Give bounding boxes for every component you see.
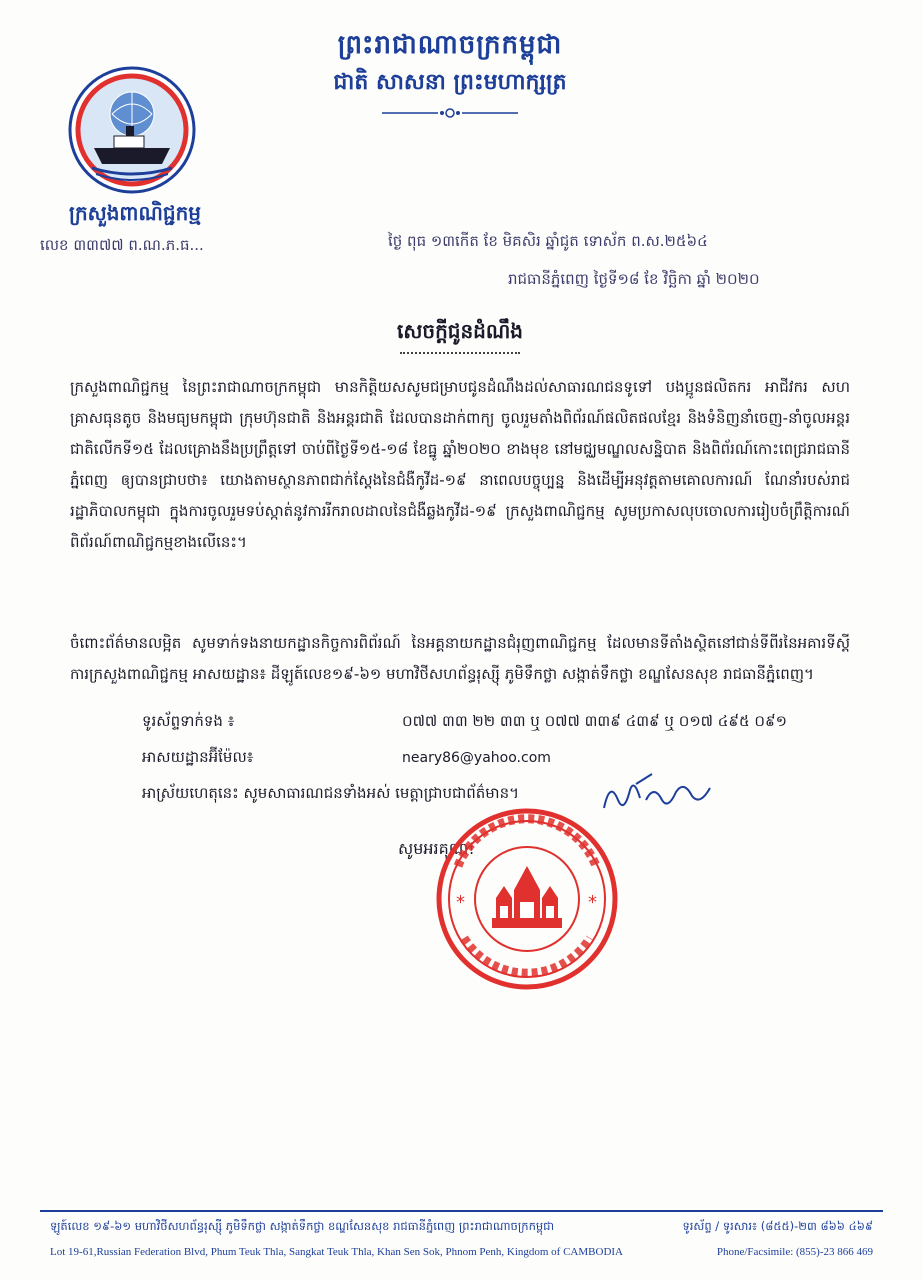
ministry-seal-icon <box>434 806 620 992</box>
footer-rule <box>40 1210 883 1212</box>
thanks-text: សូមអរគុណ! <box>398 839 475 858</box>
paragraph-2: ចំពោះព័ត៌មានលម្អិត សូមទាក់ទងនាយកដ្ឋានកិច្ចការពិព័រណ៍ នៃអគ្គនាយកដ្ឋានជំរុញពាណិជ្ជកម្ម ដែលមានទីតាំងស្ថិតនៅជាន់ទីពីរនៃអគារទីស្តីការក្រសួងពាណិជ្ជកម្ម អាសយដ្ឋាន៖ ដីឡូត៍លេខ១៩-៦១ មហាវិថីសហព័ន្ធរុស្ស៊ី ភូមិទឹកថ្លា សង្កាត់ទឹកថ្លា ខណ្ឌសែនសុខ រាជធានីភ្នំពេញ។ <box>70 634 850 683</box>
header-ornament-icon <box>380 106 520 120</box>
phone-value: ០៧៧ ៣៣ ២២ ៣៣ ឬ ០៧៧ ៣៣៩ ៤៣៩ ឬ ០១៧ ៤៩៥ ០៩១ <box>402 712 787 730</box>
footer-phone-km: ទូរស័ព្ទ / ទូរសារ៖ (៨៥៥)-២៣ ៨៦៦ ៤៦៩ <box>682 1219 873 1233</box>
ministry-name: ក្រសួងពាណិជ្ជកម្ម <box>69 201 201 225</box>
title-underline <box>400 350 520 354</box>
phone-row <box>142 712 787 734</box>
footer-phone-en: Phone/Facsimile: (855)-23 866 469 <box>716 1246 873 1258</box>
date-lunar: ថ្ងៃ ពុធ ១៣កើត ខែ មិគសិរ ឆ្នាំជូត ទោស័ក ព.ស.២៥៦៤ <box>388 232 708 250</box>
footer-address-english <box>50 1246 873 1258</box>
date-solar: រាជធានីភ្នំពេញ ថ្ងៃទី១៨ ខែ វិច្ឆិកា ឆ្នាំ ២០២០ <box>508 270 760 288</box>
email-row <box>142 748 551 770</box>
ministry-logo-icon <box>66 64 198 196</box>
document-title: សេចក្តីជូនដំណឹង <box>397 319 523 343</box>
footer-address-km: ឡូត៍លេខ ១៩-៦១ មហាវិថីសហព័ន្ធរុស្ស៊ី ភូមិទឹកថ្លា សង្កាត់ទឹកថ្លា ខណ្ឌសែនសុខ រាជធានីភ្នំពេញ ព្រះរាជាណាចក្រកម្ពុជា <box>50 1219 555 1233</box>
email-link[interactable]: neary86@yahoo.com <box>402 750 551 766</box>
footer-address-khmer <box>50 1219 873 1236</box>
paragraph-1: ក្រសួងពាណិជ្ជកម្ម នៃព្រះរាជាណាចក្រកម្ពុជា មានកិត្តិយសសូមជម្រាបជូនដំណឹងដល់សាធារណជនទូទៅ បងប្អូនផលិតករ អាជីវករ សហគ្រាសធុនតូច និងមធ្យមកម្ពុជា ក្រុមហ៊ុនជាតិ និងអន្តរជាតិ ដែលបានដាក់ពាក្យ ចូលរួមតាំងពិព័រណ៍ផលិតផលខ្មែរ និងទំនិញនាំចេញ-នាំចូលអន្តរជាតិលើកទី១៥ ដែលគ្រោងនឹងប្រព្រឹត្តទៅ ចាប់ពីថ្ងៃទី១៥-១៨ ខែធ្នូ ឆ្នាំ២០២០ ខាងមុខ នៅមជ្ឈមណ្ឌលសន្និបាត និងពិព័រណ៍កោះពេជ្ររាជធានីភ្នំពេញ ឲ្យបានជ្រាបថា៖ យោងតាមស្ថានភាពជាក់ស្តែងនៃជំងឺកូវីដ-១៩ នាពេលបច្ចុប្បន្ន និងដើម្បីអនុវត្តតាមគោលការណ៍ ណែនាំរបស់រាជរដ្ឋាភិបាលកម្ពុជា ក្នុងការចូលរួមទប់ស្កាត់នូវការរីករាលដាលនៃជំងឺឆ្លងកូវីដ-១៩ ក្រសួងពាណិជ្ជកម្ម សូមប្រកាសលុបចោលការរៀបចំព្រឹត្តិការណ៍ពិព័រណ៍ពាណិជ្ជកម្មខាងលើនេះ។ <box>70 378 850 551</box>
email-label: អាសយដ្ឋានអ៊ីម៉ែល៖ <box>142 748 254 766</box>
kingdom-title: ព្រះរាជាណាចក្រកម្ពុជា <box>337 30 563 60</box>
svg-text:*: * <box>456 892 465 913</box>
kingdom-motto: ជាតិ សាសនា ព្រះមហាក្សត្រ <box>333 69 567 95</box>
footer-address-en: Lot 19-61,Russian Federation Blvd, Phum Teuk Thla, Sangkat Teuk Thla, Khan Sen Sok, Phnom Penh, Kingdom of CAMBODIA <box>50 1246 623 1258</box>
reference-number: លេខ ៣៣៧៧ ព.ណ.ភ.ធ... <box>40 236 204 254</box>
svg-text:*: * <box>588 892 597 913</box>
phone-label: ទូរស័ព្ទទាក់ទង ៖ <box>142 712 235 730</box>
closing-note: អាស្រ័យហេតុនេះ សូមសាធារណជនទាំងអស់ មេត្តាជ្រាបជាព័ត៌មាន។ <box>142 784 519 802</box>
